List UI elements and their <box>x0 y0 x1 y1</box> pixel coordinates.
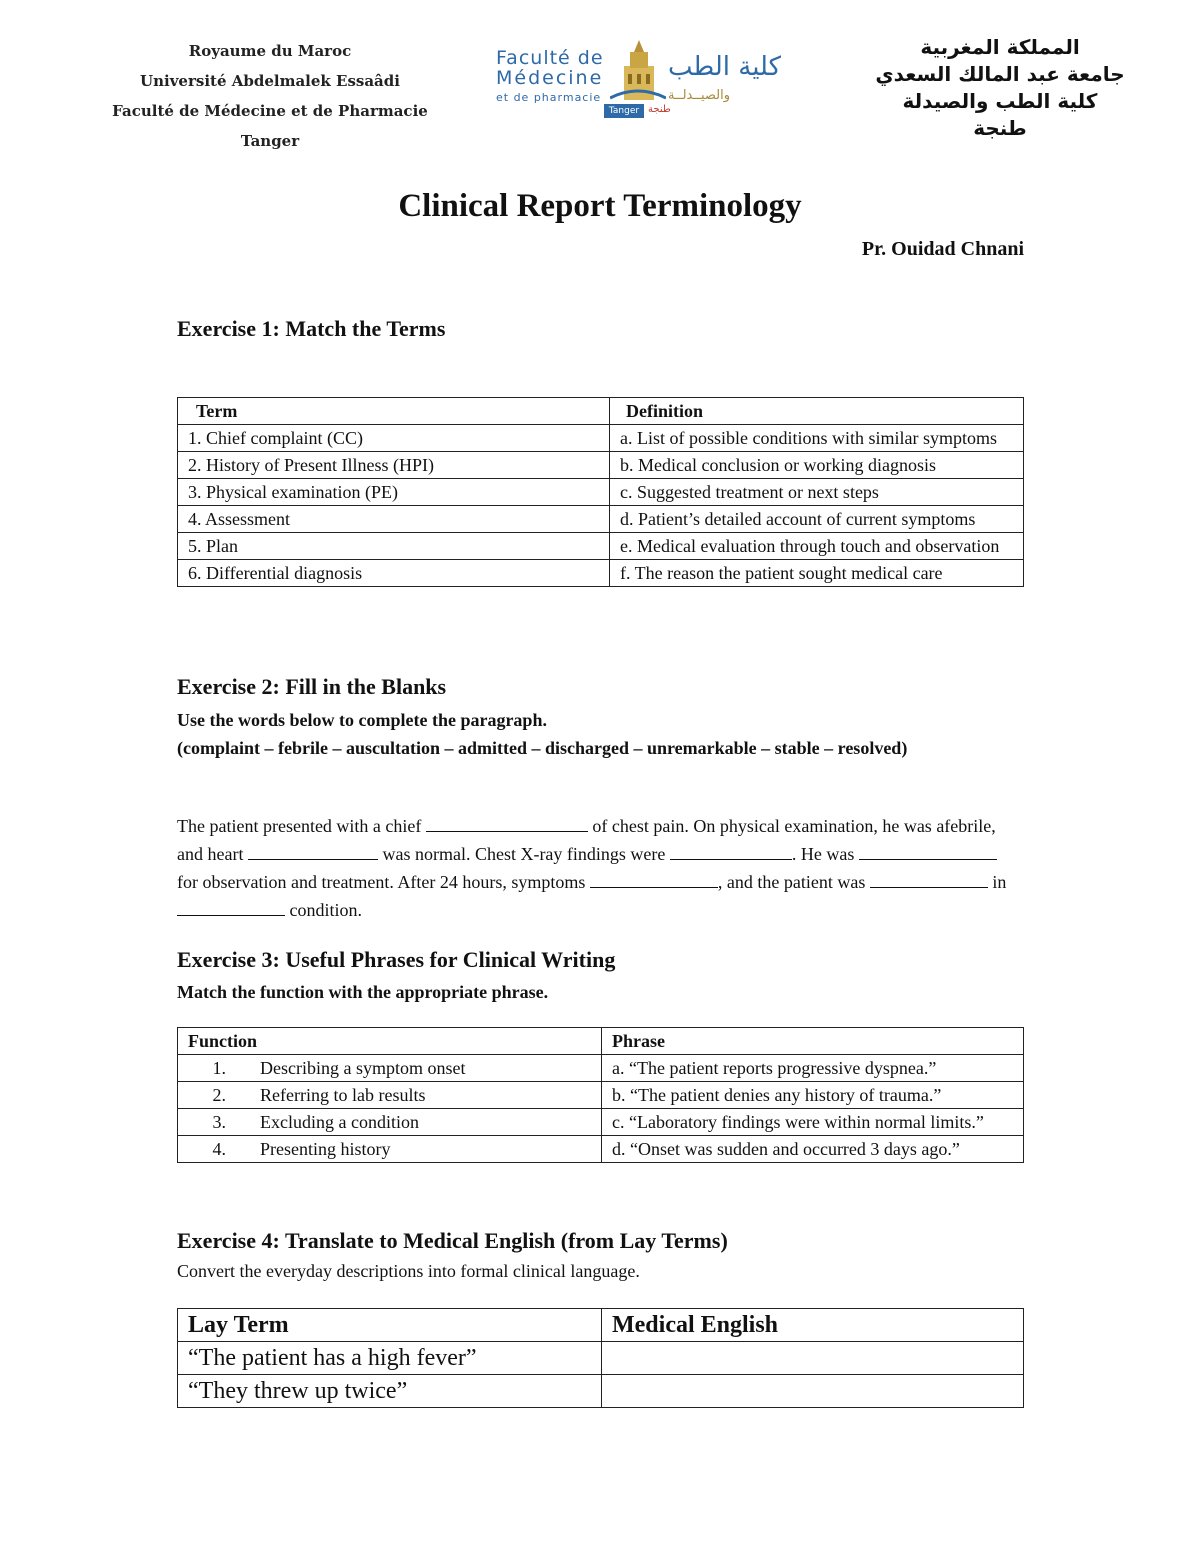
table-row <box>178 479 1024 506</box>
paragraph-text: for observation and treatment. After 24 hours, symptoms <box>177 872 586 892</box>
definition-cell: e. Medical evaluation through touch and observation <box>610 533 1024 560</box>
column-header: Lay Term <box>178 1309 602 1342</box>
function-text: Referring to lab results <box>260 1085 426 1105</box>
exercise-2-instruction <box>177 706 1017 762</box>
header-line: Université Abdelmalek Essaâdi <box>140 72 400 90</box>
medical-english-cell[interactable] <box>602 1375 1024 1408</box>
building-icon <box>610 40 666 104</box>
blank-field[interactable] <box>870 869 988 888</box>
header-line: Tanger <box>240 132 300 150</box>
phrase-cell: c. “Laboratory findings were within normal limits.” <box>602 1109 1024 1136</box>
term-cell: 6. Differential diagnosis <box>178 560 610 587</box>
table-row <box>178 452 1024 479</box>
column-header: Phrase <box>602 1028 1024 1055</box>
column-header: Definition <box>610 398 1024 425</box>
header-line: المملكة المغربية <box>920 35 1080 59</box>
function-text: Excluding a condition <box>260 1112 419 1132</box>
table-row <box>178 1055 1024 1082</box>
exercise-3-instruction: Match the function with the appropriate phrase. <box>177 982 549 1002</box>
header-line: Royaume du Maroc <box>188 42 352 60</box>
fill-in-paragraph <box>177 812 1017 924</box>
table-header-row <box>178 1309 1024 1342</box>
table-row <box>178 1082 1024 1109</box>
blank-field[interactable] <box>248 841 378 860</box>
table-header-row <box>178 1028 1024 1055</box>
header-line: Faculté de Médecine et de Pharmacie <box>112 102 428 120</box>
logo-text-ar: والصيــدلــة <box>668 88 731 103</box>
logo-text-fr: Faculté de <box>496 47 604 69</box>
exercise-4-table <box>177 1308 1024 1408</box>
item-number: 2. <box>212 1085 226 1105</box>
item-number: 3. <box>212 1112 226 1132</box>
instruction-text: Use the words below to complete the paragraph. <box>177 710 547 730</box>
logo-text-fr: Médecine <box>496 67 604 89</box>
function-cell <box>178 1082 602 1109</box>
lay-term-cell: “The patient has a high fever” <box>178 1342 602 1375</box>
header-line: طنجة <box>973 116 1027 140</box>
institution-header-ar <box>850 34 1150 142</box>
function-cell <box>178 1109 602 1136</box>
table-row <box>178 1109 1024 1136</box>
blank-field[interactable] <box>590 869 718 888</box>
exercise-4-instruction: Convert the everyday descriptions into formal clinical language. <box>177 1261 640 1281</box>
logo-text-ar: كلية الطب <box>668 52 782 82</box>
function-text: Presenting history <box>260 1139 391 1159</box>
phrase-cell: a. “The patient reports progressive dyspnea.” <box>602 1055 1024 1082</box>
table-row <box>178 1342 1024 1375</box>
exercise-3-table <box>177 1027 1024 1163</box>
function-text: Describing a symptom onset <box>260 1058 466 1078</box>
table-row <box>178 425 1024 452</box>
definition-cell: b. Medical conclusion or working diagnosis <box>610 452 1024 479</box>
term-cell: 1. Chief complaint (CC) <box>178 425 610 452</box>
paragraph-text: , and the patient was <box>717 872 866 892</box>
blank-field[interactable] <box>426 813 588 832</box>
blank-field[interactable] <box>859 841 997 860</box>
logo-tanger-badge: Tanger <box>604 104 644 118</box>
medical-english-cell[interactable] <box>602 1342 1024 1375</box>
exercise-1-table <box>177 397 1024 587</box>
exercise-4-heading: Exercise 4: Translate to Medical English (from Lay Terms) <box>177 1228 728 1253</box>
paragraph-text: condition. <box>289 900 362 920</box>
phrase-cell: d. “Onset was sudden and occurred 3 days ago.” <box>602 1136 1024 1163</box>
word-bank: (complaint – febrile – auscultation – admitted – discharged – unremarkable – stable – resolved) <box>177 738 908 758</box>
definition-cell: c. Suggested treatment or next steps <box>610 479 1024 506</box>
table-row <box>178 1136 1024 1163</box>
paragraph-text: of chest pain. On physical examination, he was afebrile, and heart <box>177 816 996 864</box>
function-cell <box>178 1055 602 1082</box>
blank-field[interactable] <box>177 897 285 916</box>
page-title: Clinical Report Terminology <box>398 188 802 224</box>
item-number: 4. <box>212 1139 226 1159</box>
table-row <box>178 560 1024 587</box>
definition-cell: d. Patient’s detailed account of current symptoms <box>610 506 1024 533</box>
blank-field[interactable] <box>670 841 792 860</box>
logo-tanger-ar: طنجة <box>648 104 671 115</box>
paragraph-text: was normal. Chest X-ray findings were <box>382 844 666 864</box>
column-header: Medical English <box>602 1309 1024 1342</box>
exercise-1-heading: Exercise 1: Match the Terms <box>177 316 446 341</box>
faculty-logo <box>492 36 792 122</box>
exercise-2-heading: Exercise 2: Fill in the Blanks <box>177 674 447 699</box>
paragraph-text: in <box>992 872 1007 892</box>
paragraph-text: . He was <box>791 844 855 864</box>
item-number: 1. <box>212 1058 226 1078</box>
author: Pr. Ouidad Chnani <box>861 238 1024 260</box>
logo-text-fr: et de pharmacie <box>496 91 602 104</box>
table-header-row <box>178 398 1024 425</box>
paragraph-text: The patient presented with a chief <box>177 816 422 836</box>
table-row <box>178 506 1024 533</box>
table-row <box>178 1375 1024 1408</box>
term-cell: 2. History of Present Illness (HPI) <box>178 452 610 479</box>
definition-cell: f. The reason the patient sought medical care <box>610 560 1024 587</box>
lay-term-cell: “They threw up twice” <box>178 1375 602 1408</box>
table-row <box>178 533 1024 560</box>
function-cell <box>178 1136 602 1163</box>
column-header: Term <box>178 398 610 425</box>
definition-cell: a. List of possible conditions with similar symptoms <box>610 425 1024 452</box>
phrase-cell: b. “The patient denies any history of trauma.” <box>602 1082 1024 1109</box>
term-cell: 4. Assessment <box>178 506 610 533</box>
term-cell: 5. Plan <box>178 533 610 560</box>
exercise-3-heading: Exercise 3: Useful Phrases for Clinical Writing <box>177 947 616 972</box>
institution-header-fr <box>80 36 460 156</box>
header-line: جامعة عبد المالك السعدي <box>875 62 1125 86</box>
column-header: Function <box>178 1028 602 1055</box>
header-line: كلية الطب والصيدلة <box>902 89 1098 113</box>
term-cell: 3. Physical examination (PE) <box>178 479 610 506</box>
